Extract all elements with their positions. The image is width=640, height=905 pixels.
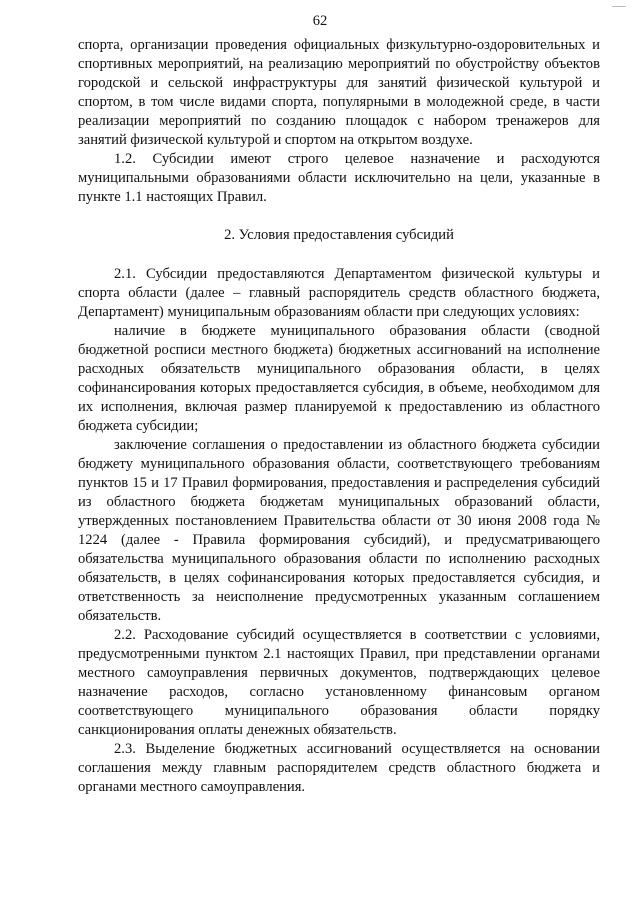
paragraph-2-1: 2.1. Субсидии предоставляются Департаментом физической культуры и спорта области (далее – главный распорядитель средств областного бюджета, Департамент) муниципальным образованиям области при следующих условиях:: [78, 266, 600, 320]
page-number: 62: [312, 13, 328, 29]
continuation-paragraph: спорта, организации проведения официальных физкультурно-оздоровительных и спортивных мероприятий, на реализацию мероприятий по обустройству объектов городской и сельской инфраструктуры для занятий физической культурой и спортом, в том числе видами спорта, популярными в молодежной среде, в части реализации мероприятий по созданию площадок с набором тренажеров для занятий физической культурой и спортом на открытом воздухе.: [78, 37, 600, 148]
section-title: 2. Условия предоставления субсидий: [224, 227, 454, 243]
document-body: [78, 36, 600, 797]
paragraph-1-2: 1.2. Субсидии имеют строго целевое назначение и расходуются муниципальными образованиями области исключительно на цели, указанные в пункте 1.1 настоящих Правил.: [78, 151, 600, 205]
condition-agreement: заключение соглашения о предоставлении из областного бюджета субсидии бюджету муниципального образования области, соответствующего требованиям пунктов 15 и 17 Правил формирования, предоставления и распределения субсидий из областного бюджета бюджетам муниципальных образований области, утвержденных постановлением Правительства области от 30 июня 2008 года № 1224 (далее - Правила формирования субсидий), и предусматривающего обязательства муниципального образования области по исполнению расходных обязательств, в целях софинансирования которых предоставляется субсидия, и ответственность за неисполнение предусмотренных указанным соглашением обязательств.: [78, 437, 600, 624]
condition-budget-allocation: наличие в бюджете муниципального образования области (сводной бюджетной росписи местного бюджета) бюджетных ассигнований на исполнение расходных обязательств муниципального образования области, в целях софинансирования которых предоставляется субсидия, в объеме, необходимом для их исполнения, включая размер планируемой к предоставлению из областного бюджета субсидии;: [78, 323, 600, 434]
paragraph-2-3: 2.3. Выделение бюджетных ассигнований осуществляется на основании соглашения между главным распорядителем средств областного бюджета и органами местного самоуправления.: [78, 741, 600, 795]
scan-edge-mark: [612, 0, 626, 7]
paragraph-2-2: 2.2. Расходование субсидий осуществляется в соответствии с условиями, предусмотренными пунктом 2.1 настоящих Правил, при представлении органами местного самоуправления первичных документов, подтверждающих целевое назначение расходов, согласно установленному финансовым органом соответствующего муниципального образования области порядку санкционирования оплаты денежных обязательств.: [78, 627, 600, 738]
